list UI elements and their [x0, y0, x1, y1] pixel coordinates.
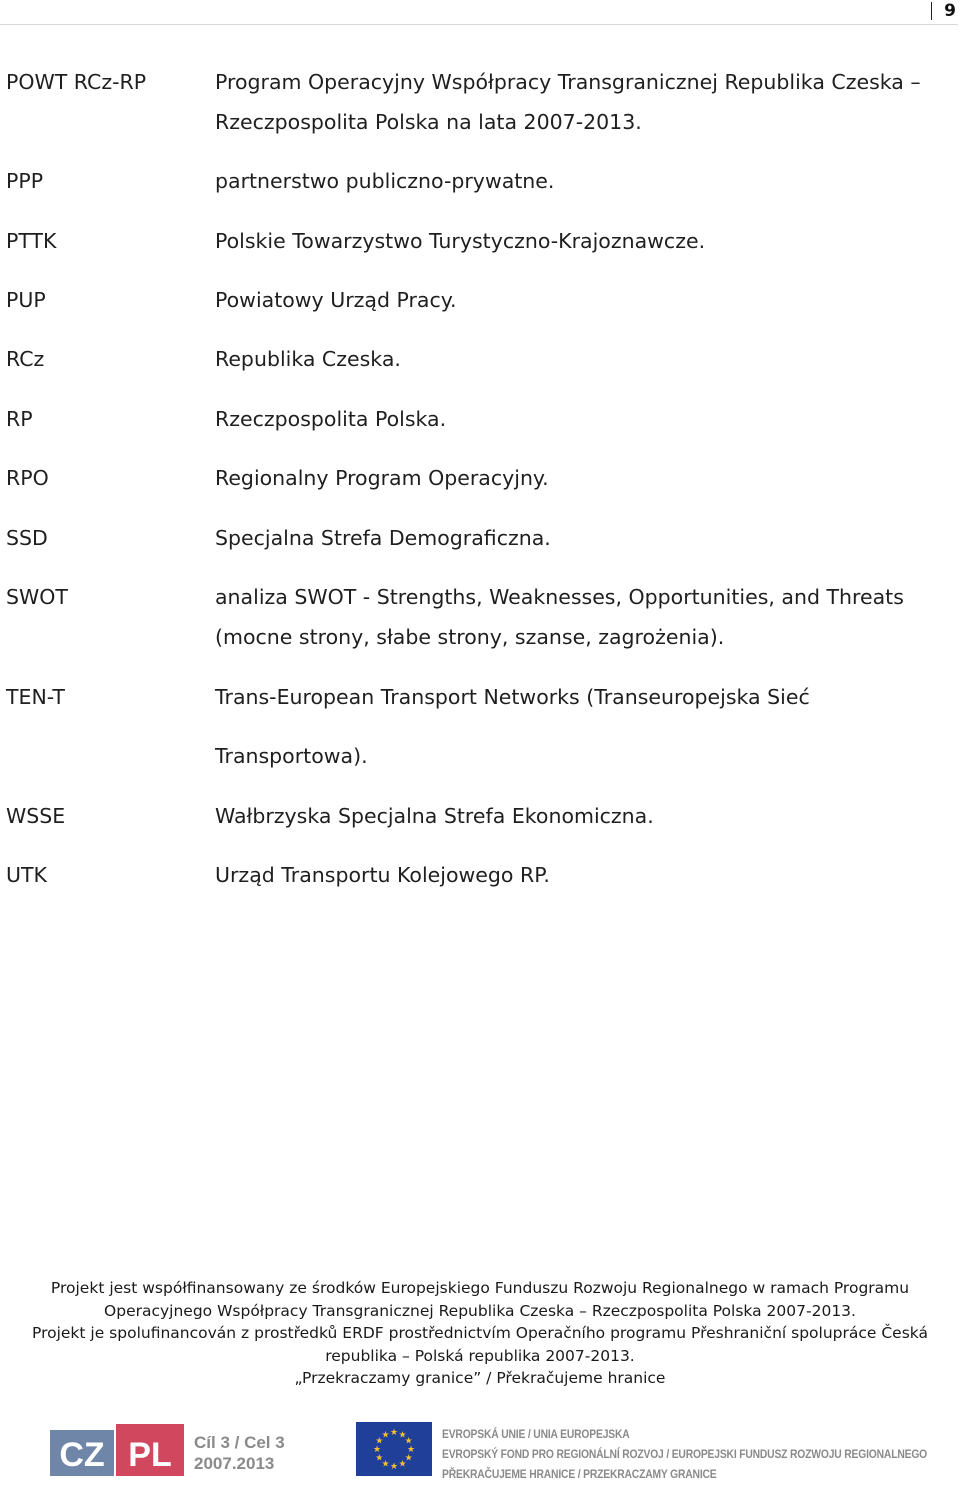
abbreviation-term: POWT RCz-RP	[6, 70, 147, 94]
abbreviation-definition: Regionalny Program Operacyjny.	[215, 466, 549, 490]
eu-star-icon: ★	[398, 1430, 407, 1441]
footer-line: republika – Polská republika 2007-2013.	[325, 1346, 635, 1365]
funding-footer	[0, 1277, 960, 1390]
header-rule	[0, 24, 958, 25]
eu-line: PŘEKRAČUJEME HRANICE / PRZEKRACZAMY GRANICE	[442, 1467, 717, 1481]
abbreviation-term: SSD	[6, 526, 48, 550]
abbreviation-definition: analiza SWOT - Strengths, Weaknesses, Opportunities, and Threats (mocne strony, słabe strony, szanse, zagrożenia).	[215, 585, 904, 649]
eu-star-icon: ★	[375, 1436, 384, 1447]
abbreviation-definition: Program Operacyjny Współpracy Transgranicznej Republika Czeska – Rzeczpospolita Polska na lata 2007-2013.	[215, 70, 921, 134]
eu-fund-text	[442, 1424, 927, 1484]
abbreviation-term: TEN-T	[6, 685, 65, 709]
abbreviation-definition: Polskie Towarzystwo Turystyczno-Krajoznawcze.	[215, 229, 706, 253]
logo-period-text: 2007.2013	[194, 1454, 275, 1473]
eu-line: EVROPSKÝ FOND PRO REGIONÁLNÍ ROZVOJ / EUROPEJSKI FUNDUSZ ROZWOJU REGIONALNEGO	[442, 1447, 928, 1461]
eu-star-icon: ★	[389, 1462, 399, 1472]
abbreviation-term: PUP	[6, 288, 46, 312]
eu-star-icon: ★	[375, 1453, 384, 1464]
logo-cz-text: CZ	[59, 1436, 105, 1474]
eu-flag-icon	[356, 1422, 434, 1478]
abbreviation-definition-continued: Transportowa).	[215, 744, 368, 768]
eu-star-icon: ★	[372, 1445, 382, 1455]
footer-line: Operacyjnego Współpracy Transgranicznej Republika Czeska – Rzeczpospolita Polska 2007-2013.	[104, 1301, 856, 1320]
abbreviation-definition: Urząd Transportu Kolejowego RP.	[215, 863, 550, 887]
eu-star-icon: ★	[381, 1430, 390, 1441]
abbreviation-definition: Powiatowy Urząd Pracy.	[215, 288, 457, 312]
abbreviation-definition: Rzeczpospolita Polska.	[215, 407, 447, 431]
eu-line: EVROPSKÁ UNIE / UNIA EUROPEJSKA	[442, 1427, 630, 1441]
abbreviation-term: RPO	[6, 466, 49, 490]
eu-star-icon: ★	[406, 1445, 416, 1455]
abbreviation-term: PPP	[6, 169, 44, 193]
abbreviation-definition: Specjalna Strefa Demograficzna.	[215, 526, 551, 550]
page-number-divider	[931, 2, 932, 20]
footer-line: Projekt jest współfinansowany ze środków Europejskiego Funduszu Rozwoju Regionalnego w ramach Programu	[50, 1279, 910, 1297]
eu-star-icon: ★	[389, 1428, 399, 1438]
abbreviation-term: RP	[6, 407, 33, 431]
abbreviation-term: WSSE	[6, 804, 66, 828]
abbreviation-definition: Wałbrzyska Specjalna Strefa Ekonomiczna.	[215, 804, 654, 828]
eu-star-icon: ★	[404, 1436, 413, 1447]
logo-pl-text: PL	[128, 1436, 172, 1474]
abbreviation-definition: Republika Czeska.	[215, 347, 401, 371]
abbreviation-term: UTK	[6, 863, 47, 887]
eu-star-icon: ★	[404, 1453, 413, 1464]
footer-slogan: „Przekraczamy granice” / Překračujeme hranice	[294, 1369, 666, 1387]
abbreviation-definition: partnerstwo publiczno-prywatne.	[215, 169, 555, 193]
eu-star-icon: ★	[398, 1459, 407, 1470]
cz-pl-programme-logo	[50, 1424, 290, 1480]
footer-line: Projekt je spolufinancován z prostředků ERDF prostřednictvím Operačního programu Přeshraniční spolupráce Česká	[32, 1324, 928, 1342]
page-number: 9	[944, 1, 956, 21]
abbreviation-term: SWOT	[6, 585, 68, 609]
abbreviation-term: RCz	[6, 347, 45, 371]
abbreviation-definition: Trans-European Transport Networks (Transeuropejska Sieć	[215, 685, 810, 709]
logo-goal-text: Cíl 3 / Cel 3	[194, 1433, 285, 1452]
abbreviation-term: PTTK	[6, 229, 57, 253]
eu-star-icon: ★	[381, 1459, 390, 1470]
page-number-box	[931, 0, 956, 22]
